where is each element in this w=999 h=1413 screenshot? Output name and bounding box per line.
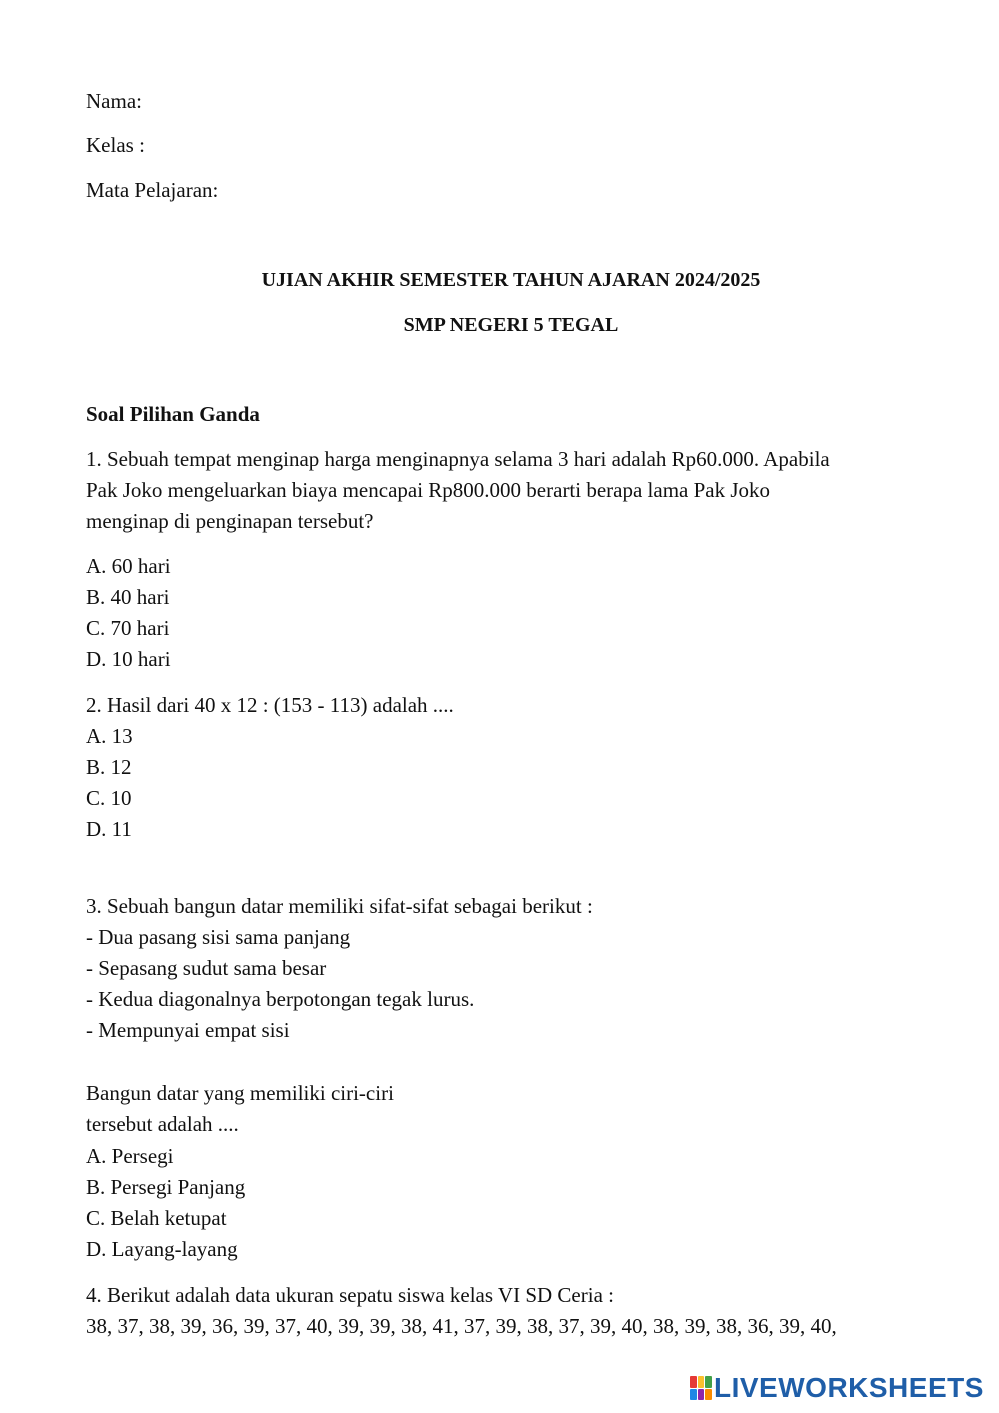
option-a: A. 13 — [86, 724, 133, 748]
question-text: menginap di penginapan tersebut? — [86, 509, 374, 533]
question-text: Pak Joko mengeluarkan biaya mencapai Rp800.000 berarti berapa lama Pak Joko — [86, 478, 771, 502]
liveworksheets-text: LIVEWORKSHEETS — [714, 1372, 984, 1403]
question-text: 1. Sebuah tempat menginap harga menginapnya selama 3 hari adalah Rp60.000. Apabila — [86, 447, 830, 471]
option-d: D. 10 hari — [86, 647, 171, 671]
property-item: - Sepasang sudut sama besar — [86, 956, 327, 980]
option-b: B. Persegi Panjang — [86, 1175, 246, 1199]
data-values: 38, 37, 38, 39, 36, 39, 37, 40, 39, 39, 38, 41, 37, 39, 38, 37, 39, 40, 38, 39, 38, 36, 39, 40, — [86, 1314, 837, 1338]
option-b: B. 12 — [86, 755, 132, 779]
kelas-label: Kelas : — [86, 133, 145, 157]
option-d: D. Layang-layang — [86, 1237, 238, 1261]
section-heading: Soal Pilihan Ganda — [86, 402, 260, 426]
option-d: D. 11 — [86, 817, 132, 841]
school-name: SMP NEGERI 5 TEGAL — [403, 314, 619, 336]
liveworksheets-mark-icon — [690, 1376, 712, 1400]
question-prompt: Bangun datar yang memiliki ciri-ciri — [86, 1081, 394, 1105]
nama-label: Nama: — [86, 89, 142, 113]
question-text: 3. Sebuah bangun datar memiliki sifat-sifat sebagai berikut : — [86, 894, 593, 918]
exam-title: UJIAN AKHIR SEMESTER TAHUN AJARAN 2024/2025 — [261, 269, 761, 291]
property-item: - Mempunyai empat sisi — [86, 1018, 290, 1042]
property-item: - Kedua diagonalnya berpotongan tegak lurus. — [86, 987, 475, 1011]
property-item: - Dua pasang sisi sama panjang — [86, 925, 351, 949]
option-b: B. 40 hari — [86, 585, 170, 609]
option-c: C. Belah ketupat — [86, 1206, 227, 1230]
option-a: A. Persegi — [86, 1144, 174, 1168]
option-c: C. 70 hari — [86, 616, 170, 640]
option-c: C. 10 — [86, 786, 132, 810]
option-a: A. 60 hari — [86, 554, 171, 578]
mata-pelajaran-label: Mata Pelajaran: — [86, 178, 219, 202]
liveworksheets-logo — [690, 1372, 984, 1404]
question-text: 2. Hasil dari 40 x 12 : (153 - 113) adalah .... — [86, 693, 454, 717]
question-prompt: tersebut adalah .... — [86, 1112, 239, 1136]
question-text: 4. Berikut adalah data ukuran sepatu siswa kelas VI SD Ceria : — [86, 1283, 614, 1307]
